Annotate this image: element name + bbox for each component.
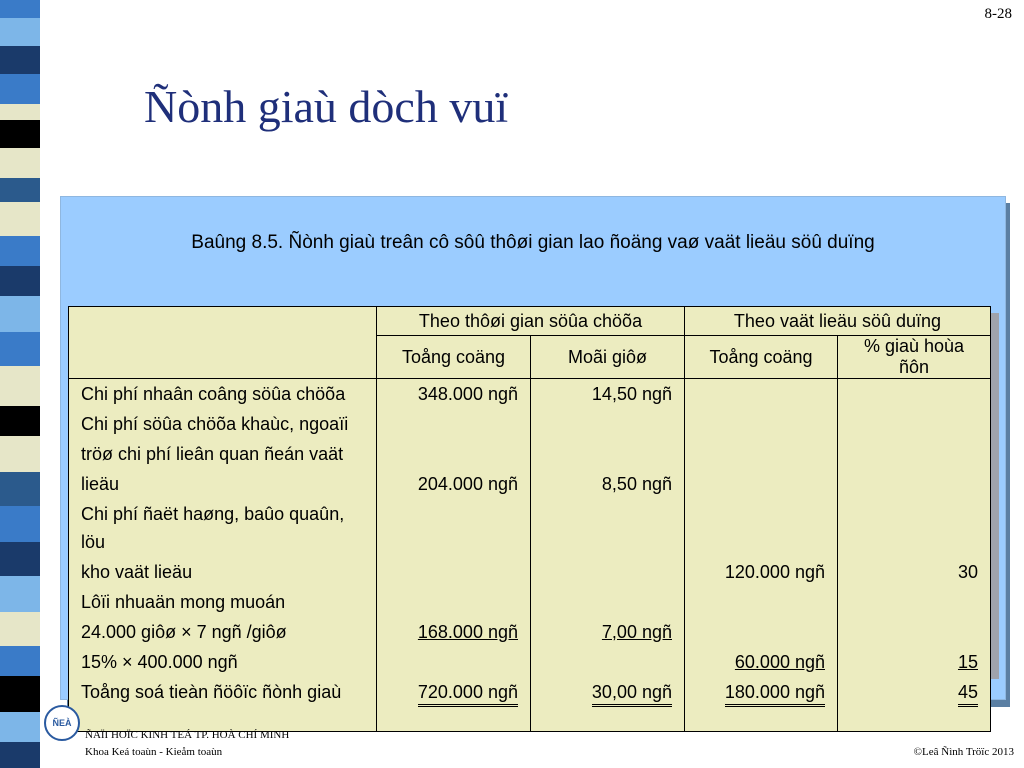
subheader-per-hour: Moãi giôø xyxy=(531,336,685,379)
subheader-materials-total: Toång coäng xyxy=(685,336,838,379)
cell-labor-total xyxy=(377,439,531,469)
cell-per-hour xyxy=(531,409,685,439)
footer-department: Khoa Keá toaùn - Kieåm toaùn xyxy=(85,746,223,758)
cell-invoice-percent: 15 xyxy=(957,652,978,672)
table-row xyxy=(69,499,991,557)
table-row-total xyxy=(69,677,991,732)
row-label: Chi phí ñaët haøng, baûo quaûn, löu xyxy=(69,499,377,557)
slide-title: Ñònh giaù dòch vuï xyxy=(144,81,509,132)
cell-materials-total: 60.000 ngñ xyxy=(734,652,825,672)
cell-invoice-percent xyxy=(838,499,991,557)
cell-materials-total xyxy=(685,469,838,499)
cell-materials-total xyxy=(685,617,838,647)
cell-labor-total: 204.000 ngñ xyxy=(377,469,531,499)
cell-per-hour: 30,00 ngñ xyxy=(592,680,672,707)
footer-university: ÑAÏI HOÏC KINH TEÁ TP. HOÀ CHÍ MINH xyxy=(85,729,290,741)
header-group-labor-time: Theo thôøi gian söûa chöõa xyxy=(377,307,685,336)
row-label: tröø chi phí lieân quan ñeán vaät xyxy=(69,439,377,469)
row-label: Lôïi nhuaän mong muoán xyxy=(69,587,377,617)
row-label: 24.000 giôø × 7 ngñ /giôø xyxy=(69,617,377,647)
cell-labor-total xyxy=(377,647,531,677)
cell-materials-total: 120.000 ngñ xyxy=(685,557,838,587)
cell-labor-total: 720.000 ngñ xyxy=(418,680,518,707)
cell-per-hour: 14,50 ngñ xyxy=(531,379,685,410)
cell-invoice-percent xyxy=(838,587,991,617)
row-label: Chi phí söûa chöõa khaùc, ngoaïi xyxy=(69,409,377,439)
row-label: 15% × 400.000 ngñ xyxy=(69,647,377,677)
table-row xyxy=(69,647,991,677)
cell-labor-total xyxy=(377,409,531,439)
page-number: 8-28 xyxy=(984,6,1012,22)
table-caption: Baûng 8.5. Ñònh giaù treân cô sôû thôøi gian lao ñoäng vaø vaät lieäu söû duïng xyxy=(191,232,875,253)
table-row xyxy=(69,439,991,469)
cell-labor-total: 348.000 ngñ xyxy=(377,379,531,410)
header-group-materials: Theo vaät lieäu söû duïng xyxy=(685,307,991,336)
subheader-invoice-percent: % giaù hoùa ñôn xyxy=(838,336,991,379)
footer-copyright: ©Leâ Ñình Tröïc 2013 xyxy=(913,746,1014,758)
cell-materials-total xyxy=(685,499,838,557)
cell-invoice-percent xyxy=(838,617,991,647)
cell-invoice-percent xyxy=(838,439,991,469)
row-label: Toång soá tieàn ñöôïc ñònh giaù xyxy=(69,677,377,732)
cell-per-hour xyxy=(531,499,685,557)
row-label: Chi phí nhaân coâng söûa chöõa xyxy=(69,379,377,410)
side-decoration-stripe xyxy=(0,0,40,768)
table-row xyxy=(69,409,991,439)
header-empty-cell xyxy=(69,307,377,379)
cell-materials-total xyxy=(685,409,838,439)
cell-materials-total xyxy=(685,587,838,617)
cell-per-hour: 7,00 ngñ xyxy=(601,622,672,642)
cell-invoice-percent xyxy=(838,469,991,499)
cell-labor-total xyxy=(377,557,531,587)
row-label: lieäu xyxy=(69,469,377,499)
cell-labor-total xyxy=(377,587,531,617)
cell-invoice-percent xyxy=(838,379,991,410)
cell-materials-total: 180.000 ngñ xyxy=(725,680,825,707)
university-logo: ÑEÀ xyxy=(44,705,80,741)
cell-labor-total: 168.000 ngñ xyxy=(417,622,518,642)
subheader-labor-total: Toång coäng xyxy=(377,336,531,379)
cell-materials-total xyxy=(685,379,838,410)
cell-per-hour: 8,50 ngñ xyxy=(531,469,685,499)
cell-per-hour xyxy=(531,557,685,587)
table-row xyxy=(69,379,991,410)
cell-invoice-percent: 45 xyxy=(958,680,978,707)
cell-materials-total xyxy=(685,439,838,469)
table-row xyxy=(69,617,991,647)
cell-labor-total xyxy=(377,499,531,557)
pricing-table xyxy=(68,306,991,732)
table-row xyxy=(69,469,991,499)
cell-invoice-percent xyxy=(838,409,991,439)
cell-per-hour xyxy=(531,647,685,677)
row-label: kho vaät lieäu xyxy=(69,557,377,587)
table-row xyxy=(69,587,991,617)
table-row xyxy=(69,557,991,587)
cell-per-hour xyxy=(531,439,685,469)
cell-invoice-percent: 30 xyxy=(838,557,991,587)
cell-per-hour xyxy=(531,587,685,617)
